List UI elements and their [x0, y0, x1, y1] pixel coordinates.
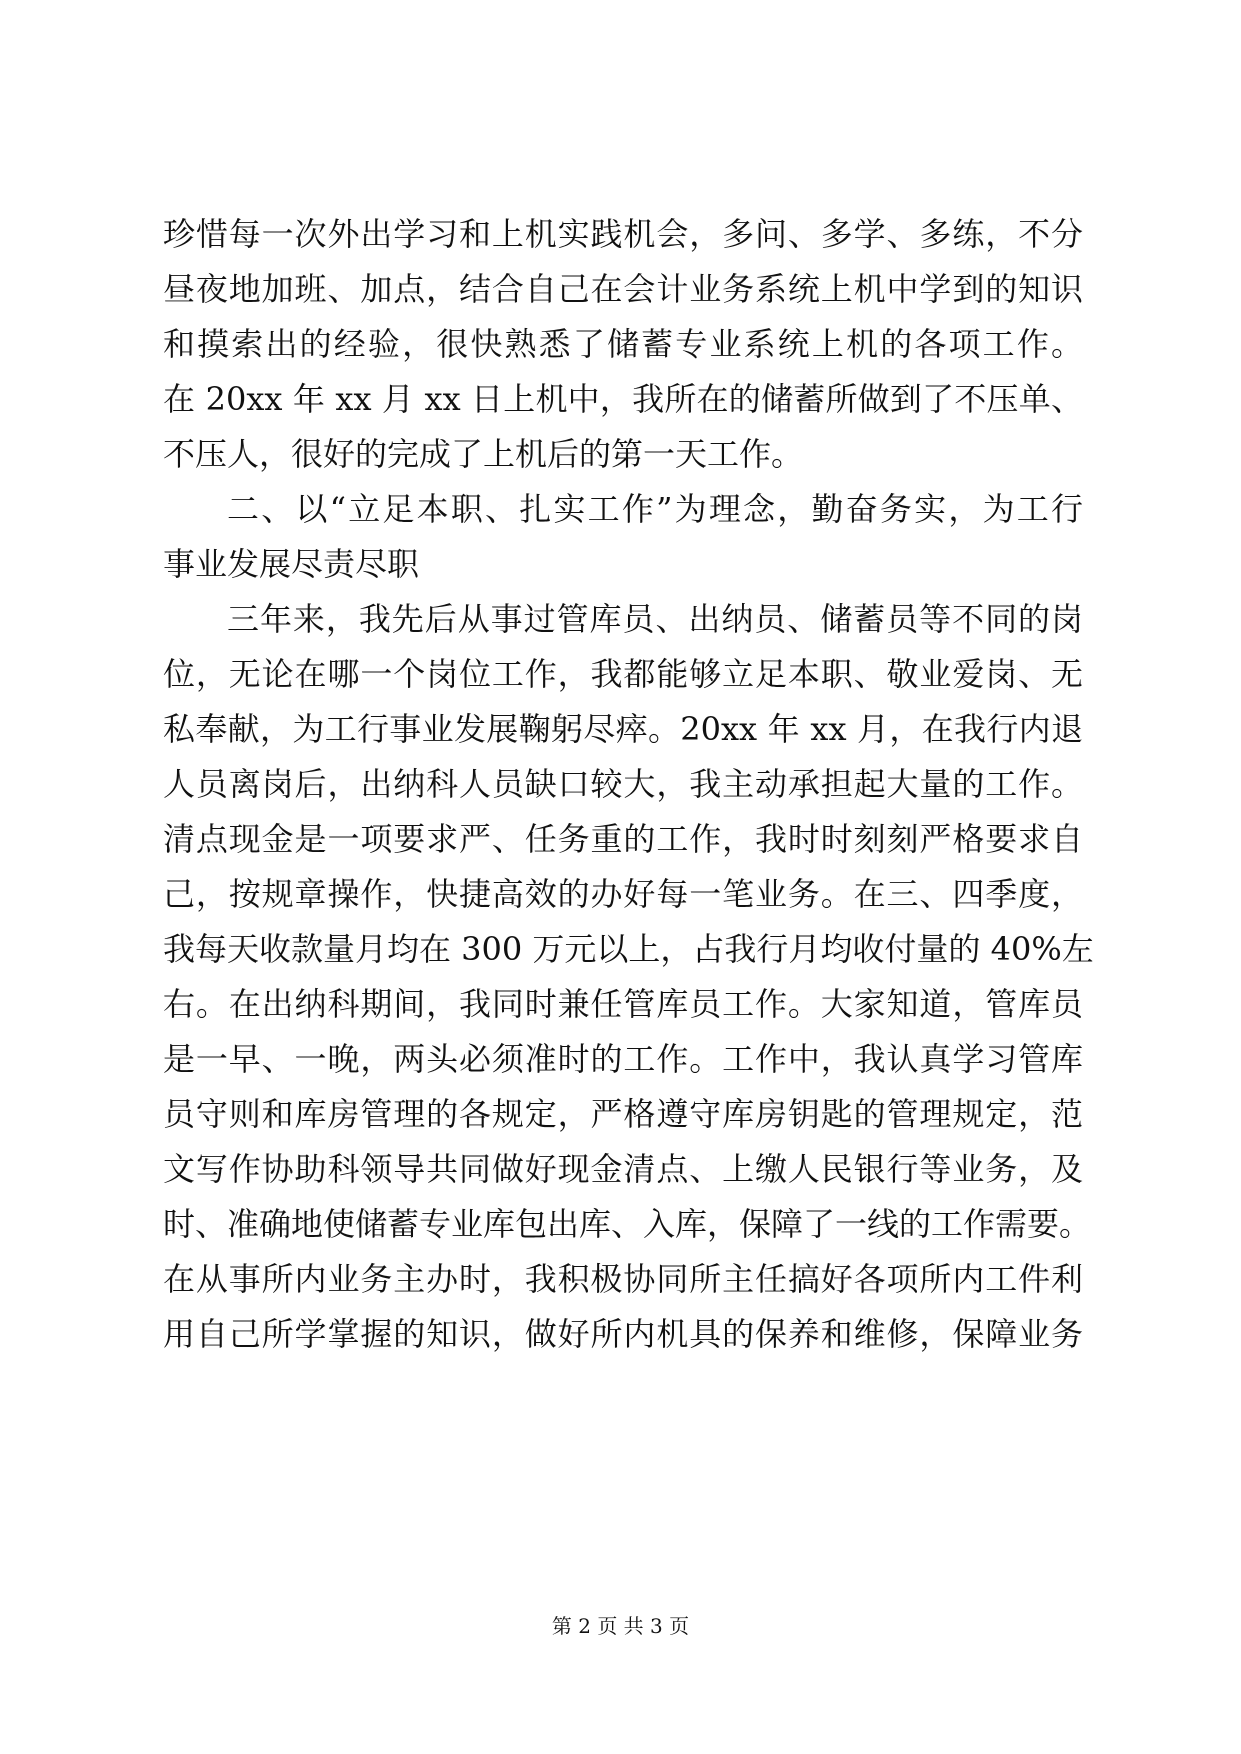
text-line: 我每天收款量月均在 300 万元以上，占我行月均收付量的 40%左 — [163, 930, 1094, 968]
text-line: 己，按规章操作，快捷高效的办好每一笔业务。在三、四季度， — [163, 875, 1083, 913]
text-line: 用自己所学掌握的知识，做好所内机具的保养和维修，保障业务 — [163, 1315, 1083, 1353]
section-heading-line: 二、以“立足本职、扎实工作”为理念，勤奋务实，为工行 — [227, 490, 1083, 528]
text-line: 三年来，我先后从事过管库员、出纳员、储蓄员等不同的岗 — [227, 600, 1083, 638]
text-line: 员守则和库房管理的各规定，严格遵守库房钥匙的管理规定，范 — [163, 1095, 1083, 1133]
text-line: 珍惜每一次外出学习和上机实践机会，多问、多学、多练，不分 — [163, 215, 1083, 253]
section-heading-line: 事业发展尽责尽职 — [163, 545, 420, 583]
text-line: 文写作协助科领导共同做好现金清点、上缴人民银行等业务，及 — [163, 1150, 1083, 1188]
text-line: 在 20xx 年 xx 月 xx 日上机中，我所在的储蓄所做到了不压单、 — [163, 380, 1083, 418]
text-line: 是一早、一晚，两头必须准时的工作。工作中，我认真学习管库 — [163, 1040, 1083, 1078]
text-line: 人员离岗后，出纳科人员缺口较大，我主动承担起大量的工作。 — [163, 765, 1083, 803]
text-line: 右。在出纳科期间，我同时兼任管库员工作。大家知道，管库员 — [163, 985, 1083, 1023]
text-line: 清点现金是一项要求严、任务重的工作，我时时刻刻严格要求自 — [163, 820, 1083, 858]
text-line: 时、准确地使储蓄专业库包出库、入库，保障了一线的工作需要。 — [163, 1205, 1092, 1243]
page-number-footer: 第 2 页 共 3 页 — [551, 1614, 690, 1638]
text-line: 私奉献，为工行事业发展鞠躬尽瘁。20xx 年 xx 月，在我行内退 — [163, 710, 1083, 748]
text-line: 不压人，很好的完成了上机后的第一天工作。 — [163, 435, 804, 473]
text-line: 位，无论在哪一个岗位工作，我都能够立足本职、敬业爱岗、无 — [163, 655, 1083, 693]
text-line: 和摸索出的经验，很快熟悉了储蓄专业系统上机的各项工作。 — [163, 325, 1083, 363]
text-line: 在从事所内业务主办时，我积极协同所主任搞好各项所内工件利 — [163, 1260, 1083, 1298]
text-line: 昼夜地加班、加点，结合自己在会计业务系统上机中学到的知识 — [163, 270, 1083, 308]
